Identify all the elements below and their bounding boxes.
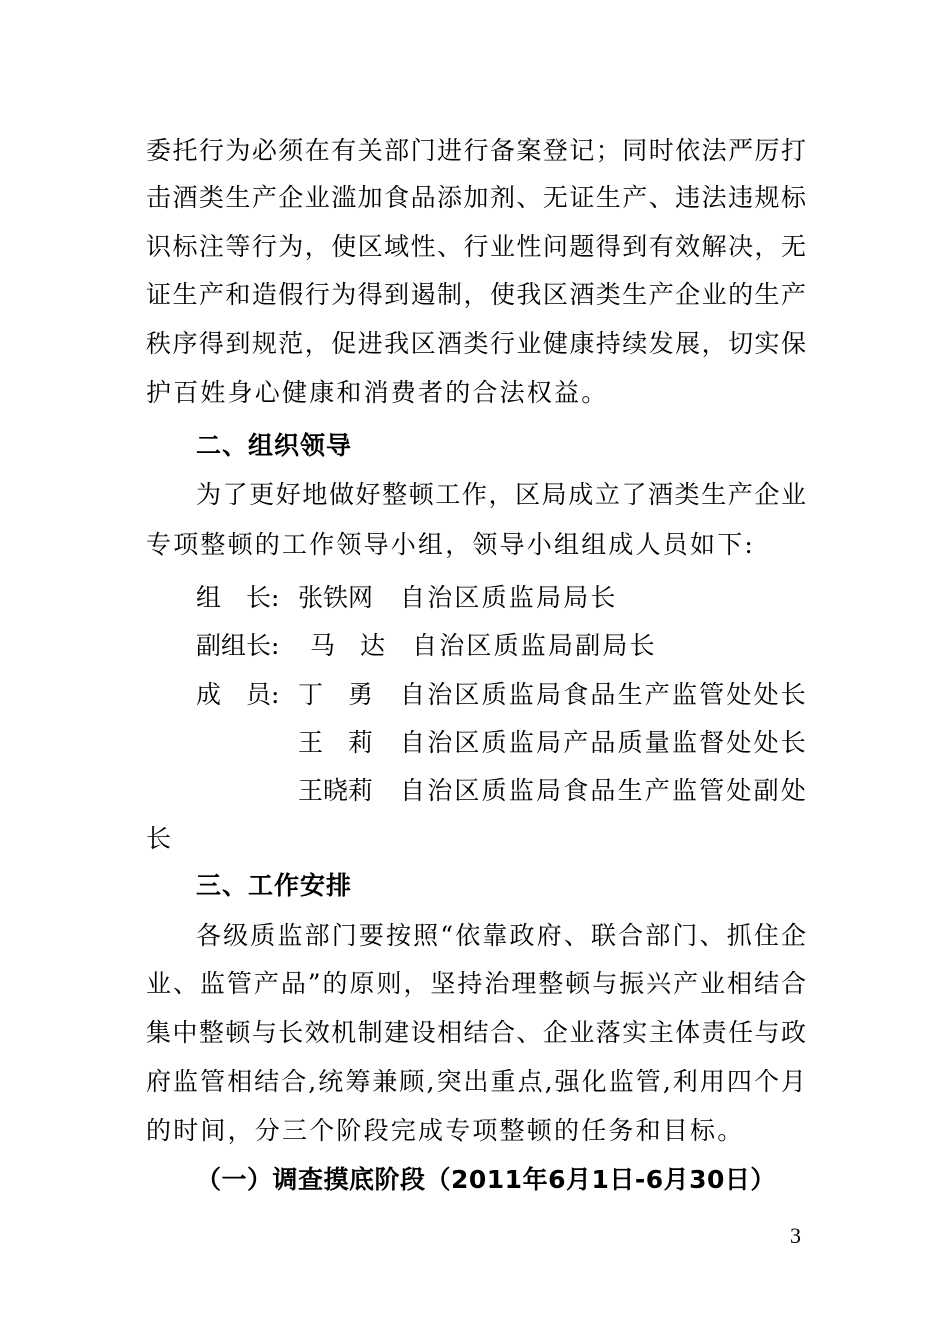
member-title: 自治区质监局产品质量监督处处长: [400, 728, 809, 757]
member-title: 自治区质监局副局长: [412, 631, 657, 660]
member-role: 成 员:: [196, 680, 280, 709]
member-name: 马 达: [310, 631, 386, 660]
member-role: 副组长:: [196, 631, 280, 660]
paragraph-line: 秩序得到规范，促进我区酒类行业健康持续发展，切实保: [146, 329, 806, 358]
member-title: 自治区质监局食品生产监管处副处: [400, 776, 809, 805]
member-name: 王晓莉: [298, 776, 374, 805]
member-name: 丁 勇: [298, 680, 374, 709]
paragraph-line: 集中整顿与长效机制建设相结合、企业落实主体责任与政: [146, 1018, 806, 1047]
paragraph-line: 各级质监部门要按照“依靠政府、联合部门、抓住企: [196, 921, 806, 950]
section-heading: 二、组织领导: [196, 431, 353, 460]
paragraph-line: 府监管相结合,统筹兼顾,突出重点,强化监管,利用四个月: [146, 1067, 806, 1096]
member-name: 王 莉: [298, 728, 374, 757]
paragraph-line: 护百姓身心健康和消费者的合法权益。: [146, 378, 609, 407]
page-number: 3: [790, 1223, 801, 1248]
paragraph-line: 为了更好地做好整顿工作，区局成立了酒类生产企业: [196, 480, 806, 509]
member-title-wrap: 长: [146, 824, 174, 853]
member-role: 组 长:: [196, 583, 280, 612]
paragraph-line: 的时间，分三个阶段完成专项整顿的任务和目标。: [146, 1116, 745, 1145]
section-heading: 三、工作安排: [196, 871, 353, 900]
paragraph-line: 证生产和造假行为得到遏制，使我区酒类生产企业的生产: [146, 280, 806, 309]
paragraph-line: 识标注等行为，使区域性、行业性问题得到有效解决，无: [146, 232, 806, 261]
member-name: 张铁网: [298, 583, 374, 612]
paragraph-line: 击酒类生产企业滥加食品添加剂、无证生产、违法违规标: [146, 183, 806, 212]
paragraph-line: 委托行为必须在有关部门进行备案登记；同时依法严厉打: [146, 136, 806, 165]
paragraph-line: 专项整顿的工作领导小组，领导小组组成人员如下:: [146, 530, 756, 559]
member-title: 自治区质监局局长: [400, 583, 618, 612]
paragraph-line: 业、监管产品”的原则，坚持治理整顿与振兴产业相结合: [146, 969, 806, 998]
subsection-heading: （一）调查摸底阶段（2011年6月1日-6月30日）: [196, 1165, 776, 1194]
member-title: 自治区质监局食品生产监管处处长: [400, 680, 809, 709]
